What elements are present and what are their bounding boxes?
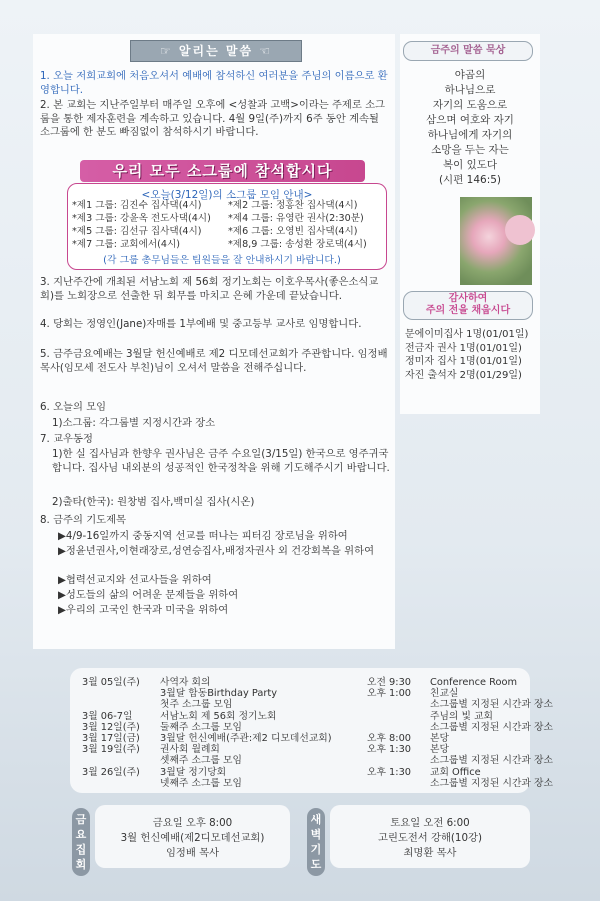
schedule-place: Conference Room	[430, 677, 517, 688]
group-item: *제3 그룹: 강윤옥 전도사댁(4시)	[72, 213, 211, 224]
schedule-event: 넷째주 소그룹 모임	[160, 777, 242, 789]
group-item: *제5 그룹: 김선규 집사댁(4시)	[72, 226, 202, 237]
schedule-place: 소그룹별 지정된 시간과 장소	[430, 699, 553, 711]
schedule-event: 셋째주 소그룹 모임	[160, 755, 242, 767]
dawn-time: 토요일 오전 6:00	[390, 817, 470, 829]
schedule-place: 소그룹별 지정된 시간과 장소	[430, 777, 553, 789]
notice-6-item: 1)소그룹: 각그룹별 지정시간과 장소	[52, 417, 216, 429]
schedule-time: 오후 1:00	[367, 688, 412, 700]
schedule-place: 소그룹별 지정된 시간과 장소	[430, 755, 553, 767]
group-item: *제8,9 그룹: 송성환 장로댁(4시)	[228, 239, 367, 250]
friday-time: 금요일 오후 8:00	[152, 817, 233, 829]
schedule-date: 3월 17일(금)	[82, 733, 140, 744]
thanks-title-line: 주의 전을 채웁시다	[425, 305, 511, 316]
prayer-item: ▶4/9-16일까지 중동지역 선교를 떠나는 피터김 장로님을 위하여	[58, 530, 348, 542]
prayer-item: ▶협력선교지와 선교사들을 위하여	[58, 574, 212, 586]
friday-label-text: 금요집회	[75, 813, 87, 871]
donation-item: 전금자 권사 1명(01/01일)	[405, 342, 522, 354]
verse-line: (시편 146:5)	[438, 174, 502, 186]
donation-item: 문에이미집사 1명(01/01일)	[405, 329, 529, 340]
verse-line: 하나님으로	[444, 84, 496, 96]
schedule-event: 첫주 소그룹 모임	[160, 699, 233, 711]
schedule-time: 오후 8:00	[367, 733, 412, 744]
verse-line: 자기의 도움으로	[432, 99, 508, 111]
schedule-place: 친교실	[430, 688, 459, 700]
meditation-title: 금주의 말씀 묵상	[403, 41, 533, 61]
small-group-banner: 우리 모두 소그룹에 참석합시다	[80, 160, 365, 182]
notice-5: 5. 금주금요예배는 3월달 헌신예배로 제2 디모데선교회가 주관합니다. 임정배 목사(임모세 전도사 부친)님이 오셔서 말씀을 전해주십니다.	[40, 348, 388, 374]
notice-7-title: 7. 교우동정	[40, 433, 93, 445]
group-item: *제2 그룹: 정홍찬 집사댁(4시)	[228, 200, 358, 211]
prayer-item: ▶정윤년권사,이현래장로,성연승집사,배정자권사 외 건강회복을 위하여	[58, 545, 375, 557]
notice-8-title: 8. 금주의 기도제목	[40, 514, 126, 526]
verse-line: 삼으며 여호와 자기	[426, 114, 514, 126]
group-item: *제1 그룹: 김진수 집사댁(4시)	[72, 200, 202, 211]
friday-speaker: 임정배 목사	[165, 847, 219, 859]
small-group-footnote: (각 그룹 총무님들은 팀원들을 잘 안내하시기 바랍니다.)	[103, 255, 341, 266]
schedule-place: 교회 Office	[430, 766, 481, 778]
schedule-event: 권사회 월례회	[160, 744, 220, 756]
schedule-place: 본당	[430, 733, 449, 744]
friday-box	[95, 805, 290, 868]
notice-4: 4. 당회는 정영인(Jane)자매를 1부예배 및 중고등부 교사로 임명합니다.	[40, 318, 362, 330]
donation-list	[405, 328, 535, 382]
friday-event: 3월 헌신예배(제2디모데선교회)	[120, 832, 265, 844]
schedule-event: 3월달 합동Birthday Party	[160, 688, 277, 700]
schedule-place: 본당	[430, 744, 449, 756]
schedule-event: 3월달 헌신예배(주관:제2 디모데선교회)	[160, 733, 332, 744]
notice-1: 1. 오늘 저희교회에 처음오셔서 예배에 참석하신 여러분을 주님의 이름으로 환영합니다.	[40, 70, 388, 96]
prayer-item: ▶우리의 고국인 한국과 미국을 위하여	[58, 604, 229, 616]
schedule-time: 오전 9:30	[367, 677, 412, 688]
verse-line: 복이 있도다	[442, 159, 498, 171]
dawn-speaker: 최명환 목사	[403, 847, 457, 859]
donation-item: 정미자 집사 1명(01/01일)	[405, 356, 522, 367]
prayer-item: ▶성도들의 삶의 어려운 문제들을 위하여	[58, 589, 239, 601]
meditation-verse	[410, 68, 530, 188]
group-item: *제7 그룹: 교회에서(4시)	[72, 239, 180, 250]
schedule-date: 3월 06-7일	[82, 710, 133, 722]
schedule-place: 소그룹별 지정된 시간과 장소	[430, 721, 553, 733]
dawn-label-text: 새벽기도	[310, 813, 322, 871]
thanks-title	[403, 291, 533, 320]
schedule-place: 주님의 빛 교회	[430, 710, 494, 722]
schedule-event: 사역자 회의	[160, 677, 211, 688]
friday-label	[72, 808, 90, 876]
schedule-date: 3월 19일(주)	[82, 744, 140, 756]
flower-image-detail	[505, 215, 535, 245]
group-item: *제4 그룹: 유영란 권사(2:30분)	[228, 213, 364, 224]
schedule-event: 서남노회 제 56회 정기노회	[160, 710, 277, 722]
dawn-box	[330, 805, 530, 868]
thanks-title-line: 감사하여	[448, 293, 488, 304]
dawn-label	[307, 808, 325, 876]
verse-line: 하나님에게 자기의	[427, 129, 513, 141]
notice-6-title: 6. 오늘의 모임	[40, 401, 107, 413]
dawn-event: 고린도전서 강해(10강)	[378, 832, 482, 844]
small-group-title: <오늘(3/12일)의 소그룹 모임 안내>	[141, 189, 313, 201]
schedule-date: 3월 12일(주)	[82, 721, 140, 733]
notice-7-item: 2)출타(한국): 원창범 집사,백미실 집사(시온)	[52, 496, 255, 508]
notice-2: 2. 본 교회는 지난주일부터 매주일 오후에 <성찰과 고백>이라는 주제로 소그룹을 통한 제자훈련을 계속하고 있습니다. 4월 9일(주)까지 6주 동안 계속될 소그룹에 한 분도 빠짐없이 참석하시기 바랍니다.	[40, 99, 385, 138]
schedule-date: 3월 05일(주)	[82, 677, 140, 688]
group-item: *제6 그룹: 오영빈 집사댁(4시)	[228, 226, 358, 237]
page-title: ☞ 알리는 말씀 ☜	[130, 40, 302, 62]
schedule-date: 3월 26일(주)	[82, 766, 140, 778]
donation-item: 자진 출석자 2명(01/29일)	[405, 369, 522, 381]
notice-7-item: 1)한 실 집사님과 한향우 권사님은 금주 수요일(3/15일) 한국으로 영주귀국합니다. 집사님 내외분의 성공적인 한국정착을 위해 기도해주시기 바랍니다.	[52, 448, 390, 474]
schedule-event: 둘째주 소그룹 모임	[160, 721, 242, 733]
schedule-event: 3월달 정기당회	[160, 766, 227, 778]
schedule-time: 오후 1:30	[367, 744, 412, 756]
schedule-time: 오후 1:30	[367, 766, 412, 778]
notice-3: 3. 지난주간에 개최된 서남노회 제 56회 정기노회는 이호우목사(좋은소식교회)를 노회장으로 선출한 뒤 회무를 마치고 은혜 가운데 끝났습니다.	[40, 276, 379, 302]
verse-line: 소망을 두는 자는	[431, 144, 509, 156]
verse-line: 야곱의	[454, 69, 486, 81]
